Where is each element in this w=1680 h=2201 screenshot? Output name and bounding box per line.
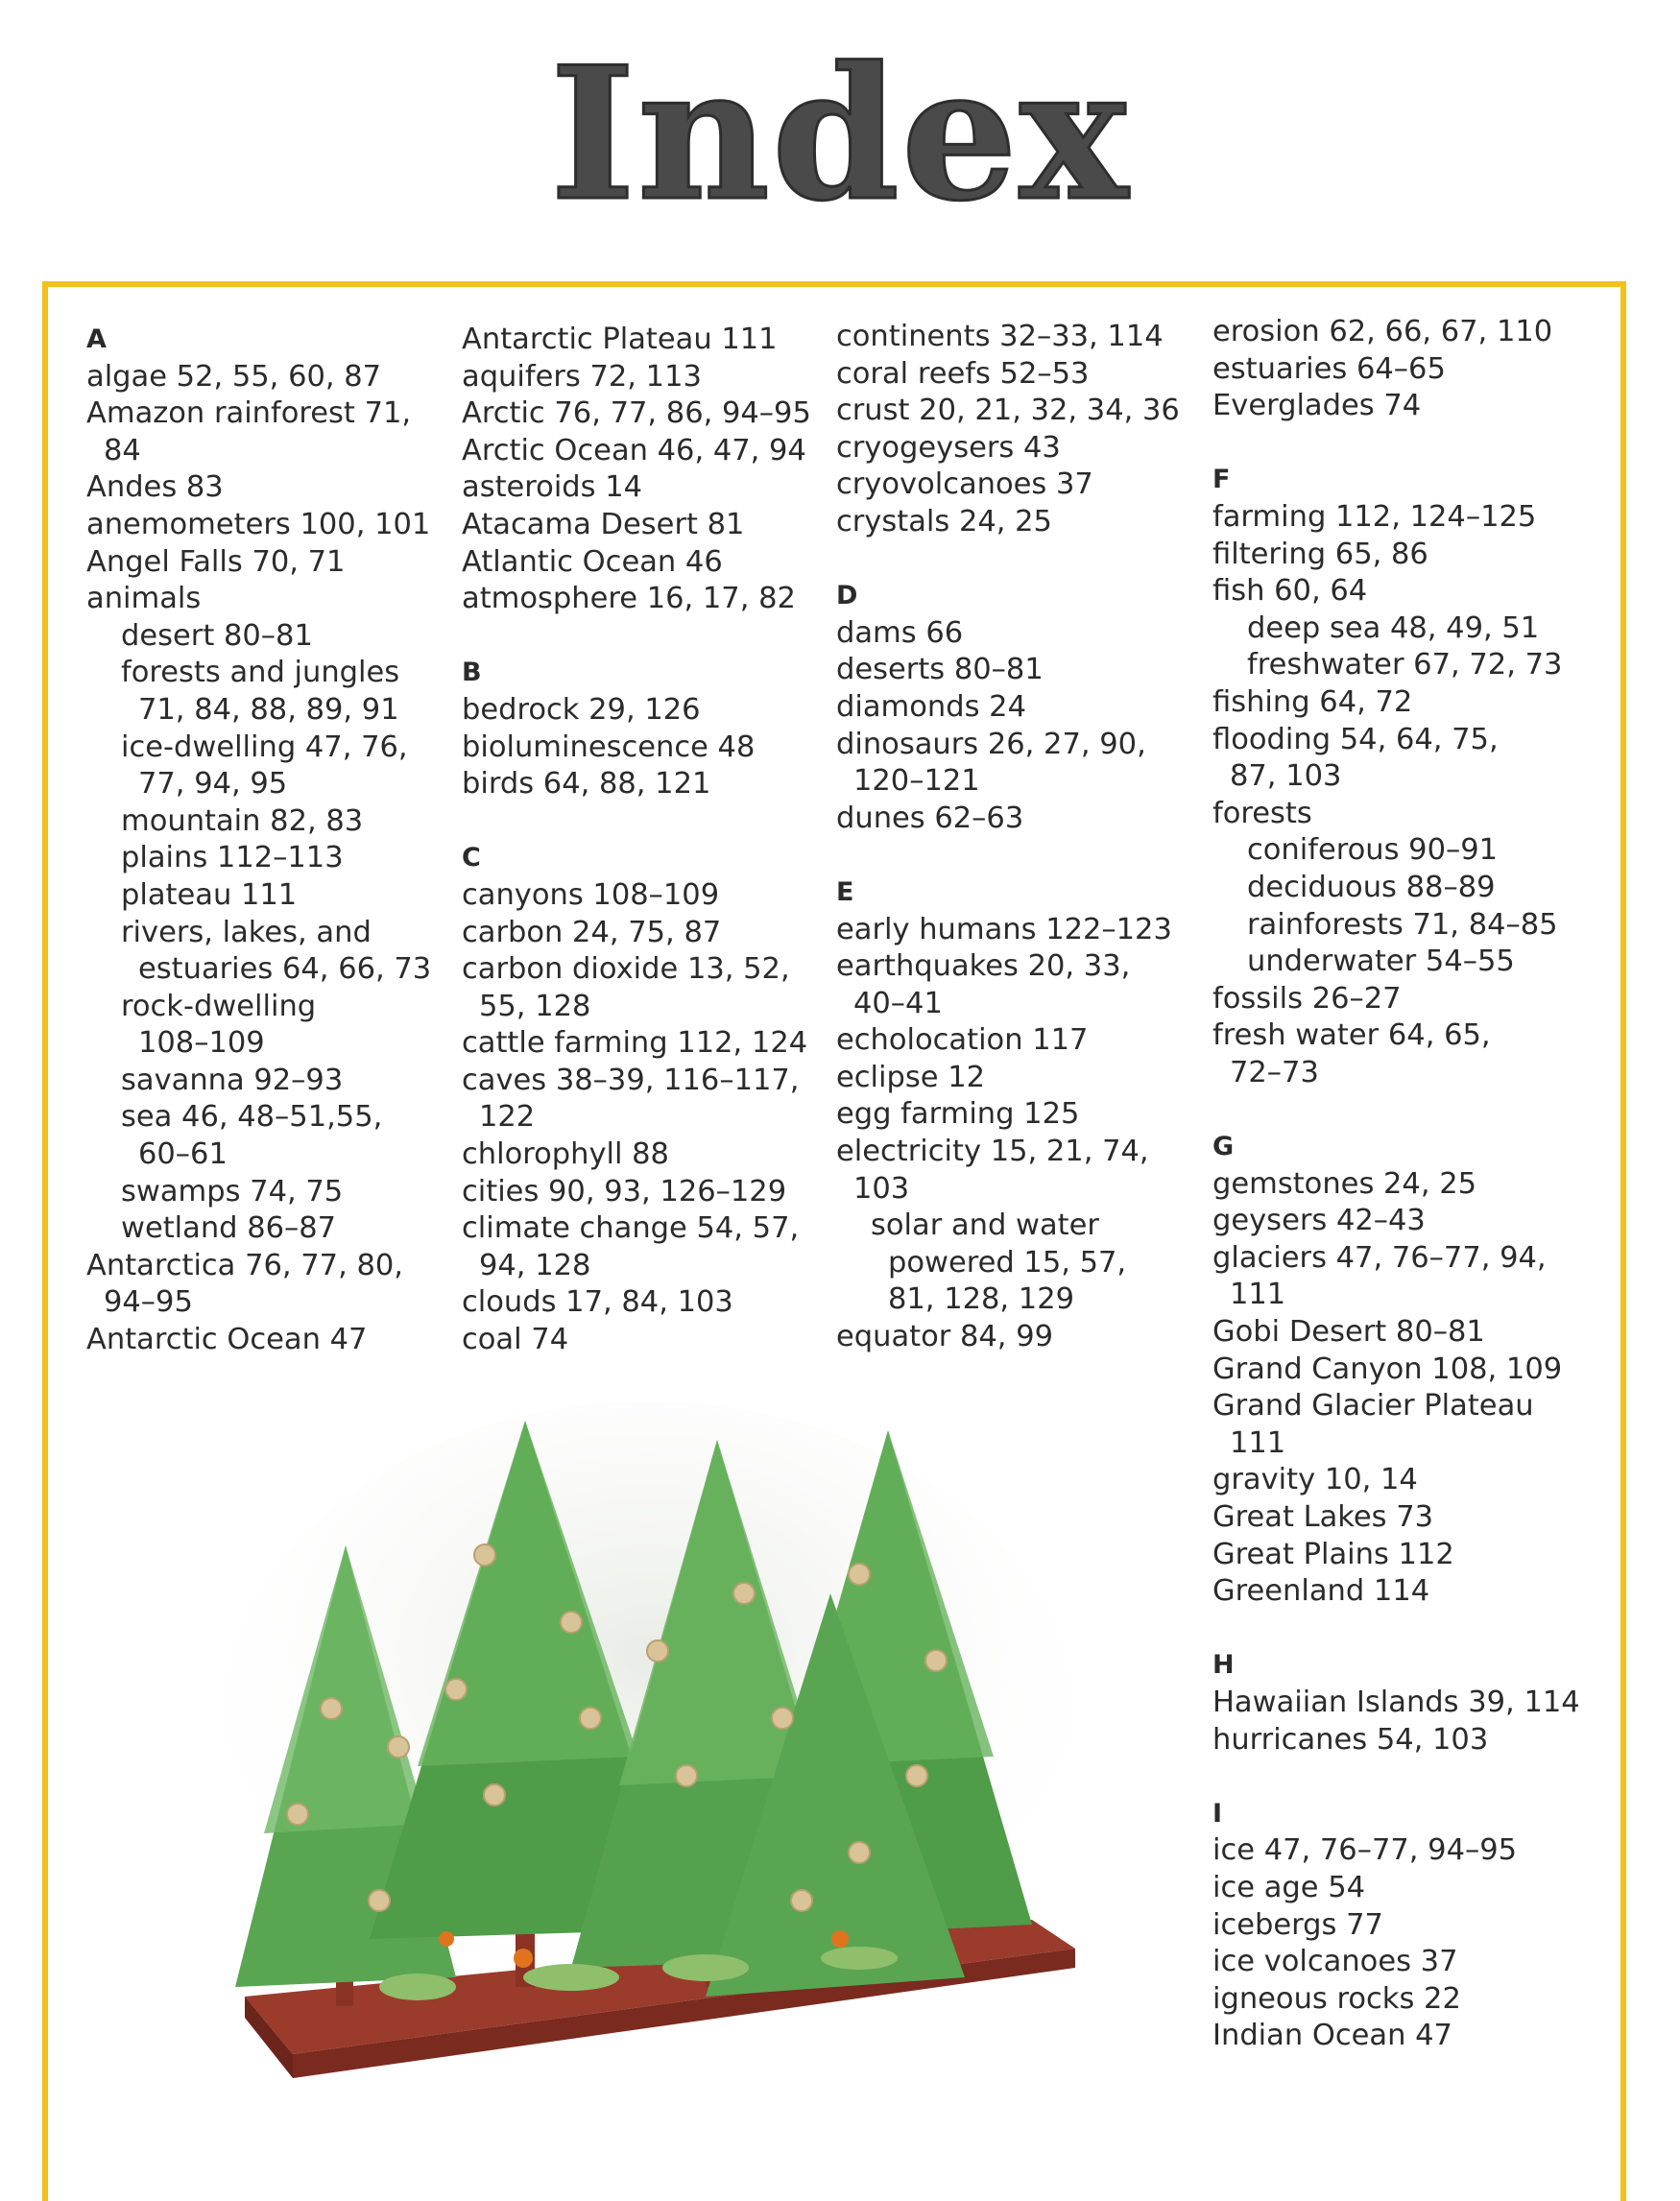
index-entry: Great Plains 112: [1212, 1537, 1454, 1571]
index-entry-continuation: 103: [853, 1171, 910, 1206]
index-entry-continuation: 94–95: [104, 1285, 193, 1320]
index-spacer: [1212, 1758, 1587, 1796]
index-spacer: [1212, 1091, 1587, 1129]
index-entry: icebergs 77: [1212, 1907, 1383, 1942]
index-subentry-continuation: 77, 94, 95: [138, 767, 288, 801]
index-subentry: mountain 82, 83: [121, 803, 364, 838]
index-subentry: desert 80–81: [121, 618, 313, 653]
index-entry: geysers 42–43: [1212, 1204, 1426, 1238]
index-subentry: forests and jungles: [121, 656, 400, 690]
index-entry: filtering 65, 86: [1212, 537, 1428, 571]
index-entry-continuation: 55, 128: [479, 989, 591, 1023]
index-entry: Antarctic Plateau 111: [462, 323, 778, 356]
index-column-2: [462, 322, 836, 1359]
index-subentry: deep sea 48, 49, 51: [1247, 610, 1540, 645]
index-letter-heading: I: [1212, 1798, 1223, 1829]
index-entry-continuation: 84: [104, 433, 141, 467]
index-entry: fish 60, 64: [1212, 574, 1368, 609]
index-entry: crust 20, 21, 32, 34, 36: [836, 394, 1180, 428]
index-entry: dams 66: [836, 615, 964, 650]
index-entry: Arctic Ocean 46, 47, 94: [462, 433, 806, 467]
index-subentry: ice-dwelling 47, 76,: [121, 730, 408, 764]
index-entry: ice 47, 76–77, 94–95: [1212, 1833, 1518, 1868]
index-entry: flooding 54, 64, 75,: [1212, 722, 1499, 756]
index-entry: Amazon rainforest 71,: [86, 396, 412, 431]
index-spacer: [836, 837, 1211, 874]
index-entry: cryogeysers 43: [836, 430, 1061, 465]
index-subentry-continuation: estuaries 64, 66, 73: [138, 952, 432, 987]
index-entry: bioluminescence 48: [462, 730, 756, 764]
index-entry: Gobi Desert 80–81: [1212, 1315, 1485, 1350]
index-entry: aquifers 72, 113: [462, 359, 702, 394]
index-entry: climate change 54, 57,: [462, 1211, 800, 1246]
index-entry-continuation: 87, 103: [1230, 759, 1342, 794]
index-spacer: [462, 803, 836, 841]
index-subentry: coniferous 90–91: [1247, 833, 1499, 868]
index-entry: equator 84, 99: [836, 1320, 1054, 1354]
index-subentry: plains 112–113: [121, 841, 344, 875]
index-entry: animals: [86, 582, 202, 616]
index-entry: carbon 24, 75, 87: [462, 915, 722, 949]
index-entry: glaciers 47, 76–77, 94,: [1212, 1240, 1547, 1275]
index-letter-heading: G: [1212, 1132, 1235, 1162]
index-subentry-continuation: 108–109: [138, 1026, 265, 1061]
index-entry: fossils 26–27: [1212, 981, 1402, 1016]
index-column-3: [836, 319, 1211, 1356]
index-entry: birds 64, 88, 121: [462, 767, 711, 801]
index-spacer: [462, 618, 836, 656]
index-letter-heading: F: [1212, 465, 1231, 495]
index-subentry: solar and water: [871, 1208, 1099, 1243]
index-entry: coal 74: [462, 1323, 569, 1357]
index-entry: cattle farming 112, 124: [462, 1026, 808, 1061]
index-entry: algae 52, 55, 60, 87: [86, 359, 382, 394]
index-entry: ice volcanoes 37: [1212, 1945, 1458, 1979]
index-entry: dinosaurs 26, 27, 90,: [836, 727, 1146, 761]
index-entry: coral reefs 52–53: [836, 356, 1090, 391]
index-entry: anemometers 100, 101: [86, 507, 431, 541]
index-subentry: sea 46, 48–51,55,: [121, 1100, 383, 1135]
index-entry: continents 32–33, 114: [836, 320, 1164, 353]
index-subentry: rivers, lakes, and: [121, 915, 372, 949]
index-entry-continuation: 122: [479, 1100, 536, 1135]
index-entry: gemstones 24, 25: [1212, 1166, 1477, 1201]
lego-forest-illustration: [206, 1401, 1090, 2093]
index-entry: Greenland 114: [1212, 1574, 1430, 1609]
index-entry: Atlantic Ocean 46: [462, 544, 723, 579]
index-entry: farming 112, 124–125: [1212, 499, 1537, 534]
index-entry: canyons 108–109: [462, 877, 720, 912]
index-subentry: deciduous 88–89: [1247, 870, 1496, 904]
index-entry: atmosphere 16, 17, 82: [462, 582, 796, 616]
index-entry: diamonds 24: [836, 689, 1026, 724]
index-entry: fresh water 64, 65,: [1212, 1018, 1491, 1053]
index-subentry: freshwater 67, 72, 73: [1247, 648, 1563, 682]
index-entry: fishing 64, 72: [1212, 684, 1413, 719]
index-entry: ice age 54: [1212, 1870, 1366, 1904]
index-entry: cities 90, 93, 126–129: [462, 1174, 787, 1208]
index-subentry: savanna 92–93: [121, 1063, 344, 1097]
index-entry: egg farming 125: [836, 1097, 1080, 1132]
index-entry: bedrock 29, 126: [462, 692, 701, 727]
index-entry: Antarctic Ocean 47: [86, 1323, 368, 1357]
index-entry: Hawaiian Islands 39, 114: [1212, 1685, 1580, 1719]
index-entry: gravity 10, 14: [1212, 1463, 1418, 1497]
index-entry: Everglades 74: [1212, 389, 1422, 423]
index-subentry: underwater 54–55: [1247, 945, 1515, 979]
index-entry: Great Lakes 73: [1212, 1500, 1434, 1534]
index-entry-continuation: 111: [1230, 1425, 1286, 1460]
index-subentry-continuation: powered 15, 57,: [888, 1245, 1127, 1280]
index-entry: earthquakes 20, 33,: [836, 949, 1131, 984]
index-entry: echolocation 117: [836, 1023, 1089, 1058]
index-spacer: [836, 541, 1211, 579]
index-subentry: rock-dwelling: [121, 989, 317, 1023]
index-entry: dunes 62–63: [836, 801, 1024, 835]
index-entry: asteroids 14: [462, 470, 643, 505]
index-entry-continuation: 40–41: [853, 986, 943, 1020]
index-letter-heading: A: [86, 324, 107, 354]
index-subentry: rainforests 71, 84–85: [1247, 907, 1558, 942]
index-letter-heading: C: [462, 843, 481, 873]
index-entry: Arctic 76, 77, 86, 94–95: [462, 396, 811, 431]
page-title: Index: [549, 27, 1131, 241]
index-column-1: [86, 322, 461, 1359]
index-entry: chlorophyll 88: [462, 1137, 669, 1172]
index-entry: forests: [1212, 796, 1312, 830]
index-entry: cryovolcanoes 37: [836, 467, 1093, 502]
index-entry: Antarctica 76, 77, 80,: [86, 1248, 403, 1282]
index-entry-continuation: 120–121: [853, 764, 980, 799]
index-letter-heading: E: [836, 876, 854, 907]
index-letter-heading: B: [462, 658, 482, 688]
index-subentry: swamps 74, 75: [121, 1174, 344, 1208]
index-entry: eclipse 12: [836, 1060, 986, 1094]
index-entry: deserts 80–81: [836, 653, 1044, 687]
index-entry-continuation: 94, 128: [479, 1248, 591, 1282]
index-spacer: [1212, 1611, 1587, 1648]
index-spacer: [1212, 425, 1587, 463]
index-subentry-continuation: 81, 128, 129: [888, 1282, 1075, 1317]
index-entry: early humans 122–123: [836, 912, 1172, 946]
index-letter-heading: D: [836, 581, 858, 611]
index-entry: Grand Canyon 108, 109: [1212, 1352, 1563, 1386]
index-entry: Indian Ocean 47: [1212, 2019, 1452, 2053]
index-entry: igneous rocks 22: [1212, 1981, 1461, 2016]
index-entry: carbon dioxide 13, 52,: [462, 952, 790, 987]
index-subentry: wetland 86–87: [121, 1211, 337, 1246]
index-entry: Atacama Desert 81: [462, 507, 745, 541]
index-subentry-continuation: 71, 84, 88, 89, 91: [138, 692, 399, 727]
index-entry: Angel Falls 70, 71: [86, 544, 346, 579]
index-entry: electricity 15, 21, 74,: [836, 1135, 1149, 1169]
index-subentry-continuation: 60–61: [138, 1137, 228, 1172]
index-entry: Grand Glacier Plateau: [1212, 1389, 1534, 1423]
index-column-4: [1212, 314, 1587, 2055]
index-entry: estuaries 64–65: [1212, 351, 1446, 386]
index-entry: hurricanes 54, 103: [1212, 1722, 1489, 1757]
index-entry-continuation: 111: [1230, 1278, 1286, 1312]
index-entry-continuation: 72–73: [1230, 1055, 1319, 1089]
index-entry: erosion 62, 66, 67, 110: [1212, 315, 1553, 348]
index-subentry: plateau 111: [121, 877, 298, 912]
index-entry: Andes 83: [86, 470, 224, 505]
index-letter-heading: H: [1212, 1650, 1235, 1681]
index-entry: caves 38–39, 116–117,: [462, 1063, 800, 1097]
index-entry: crystals 24, 25: [836, 504, 1052, 538]
index-entry: clouds 17, 84, 103: [462, 1285, 733, 1320]
